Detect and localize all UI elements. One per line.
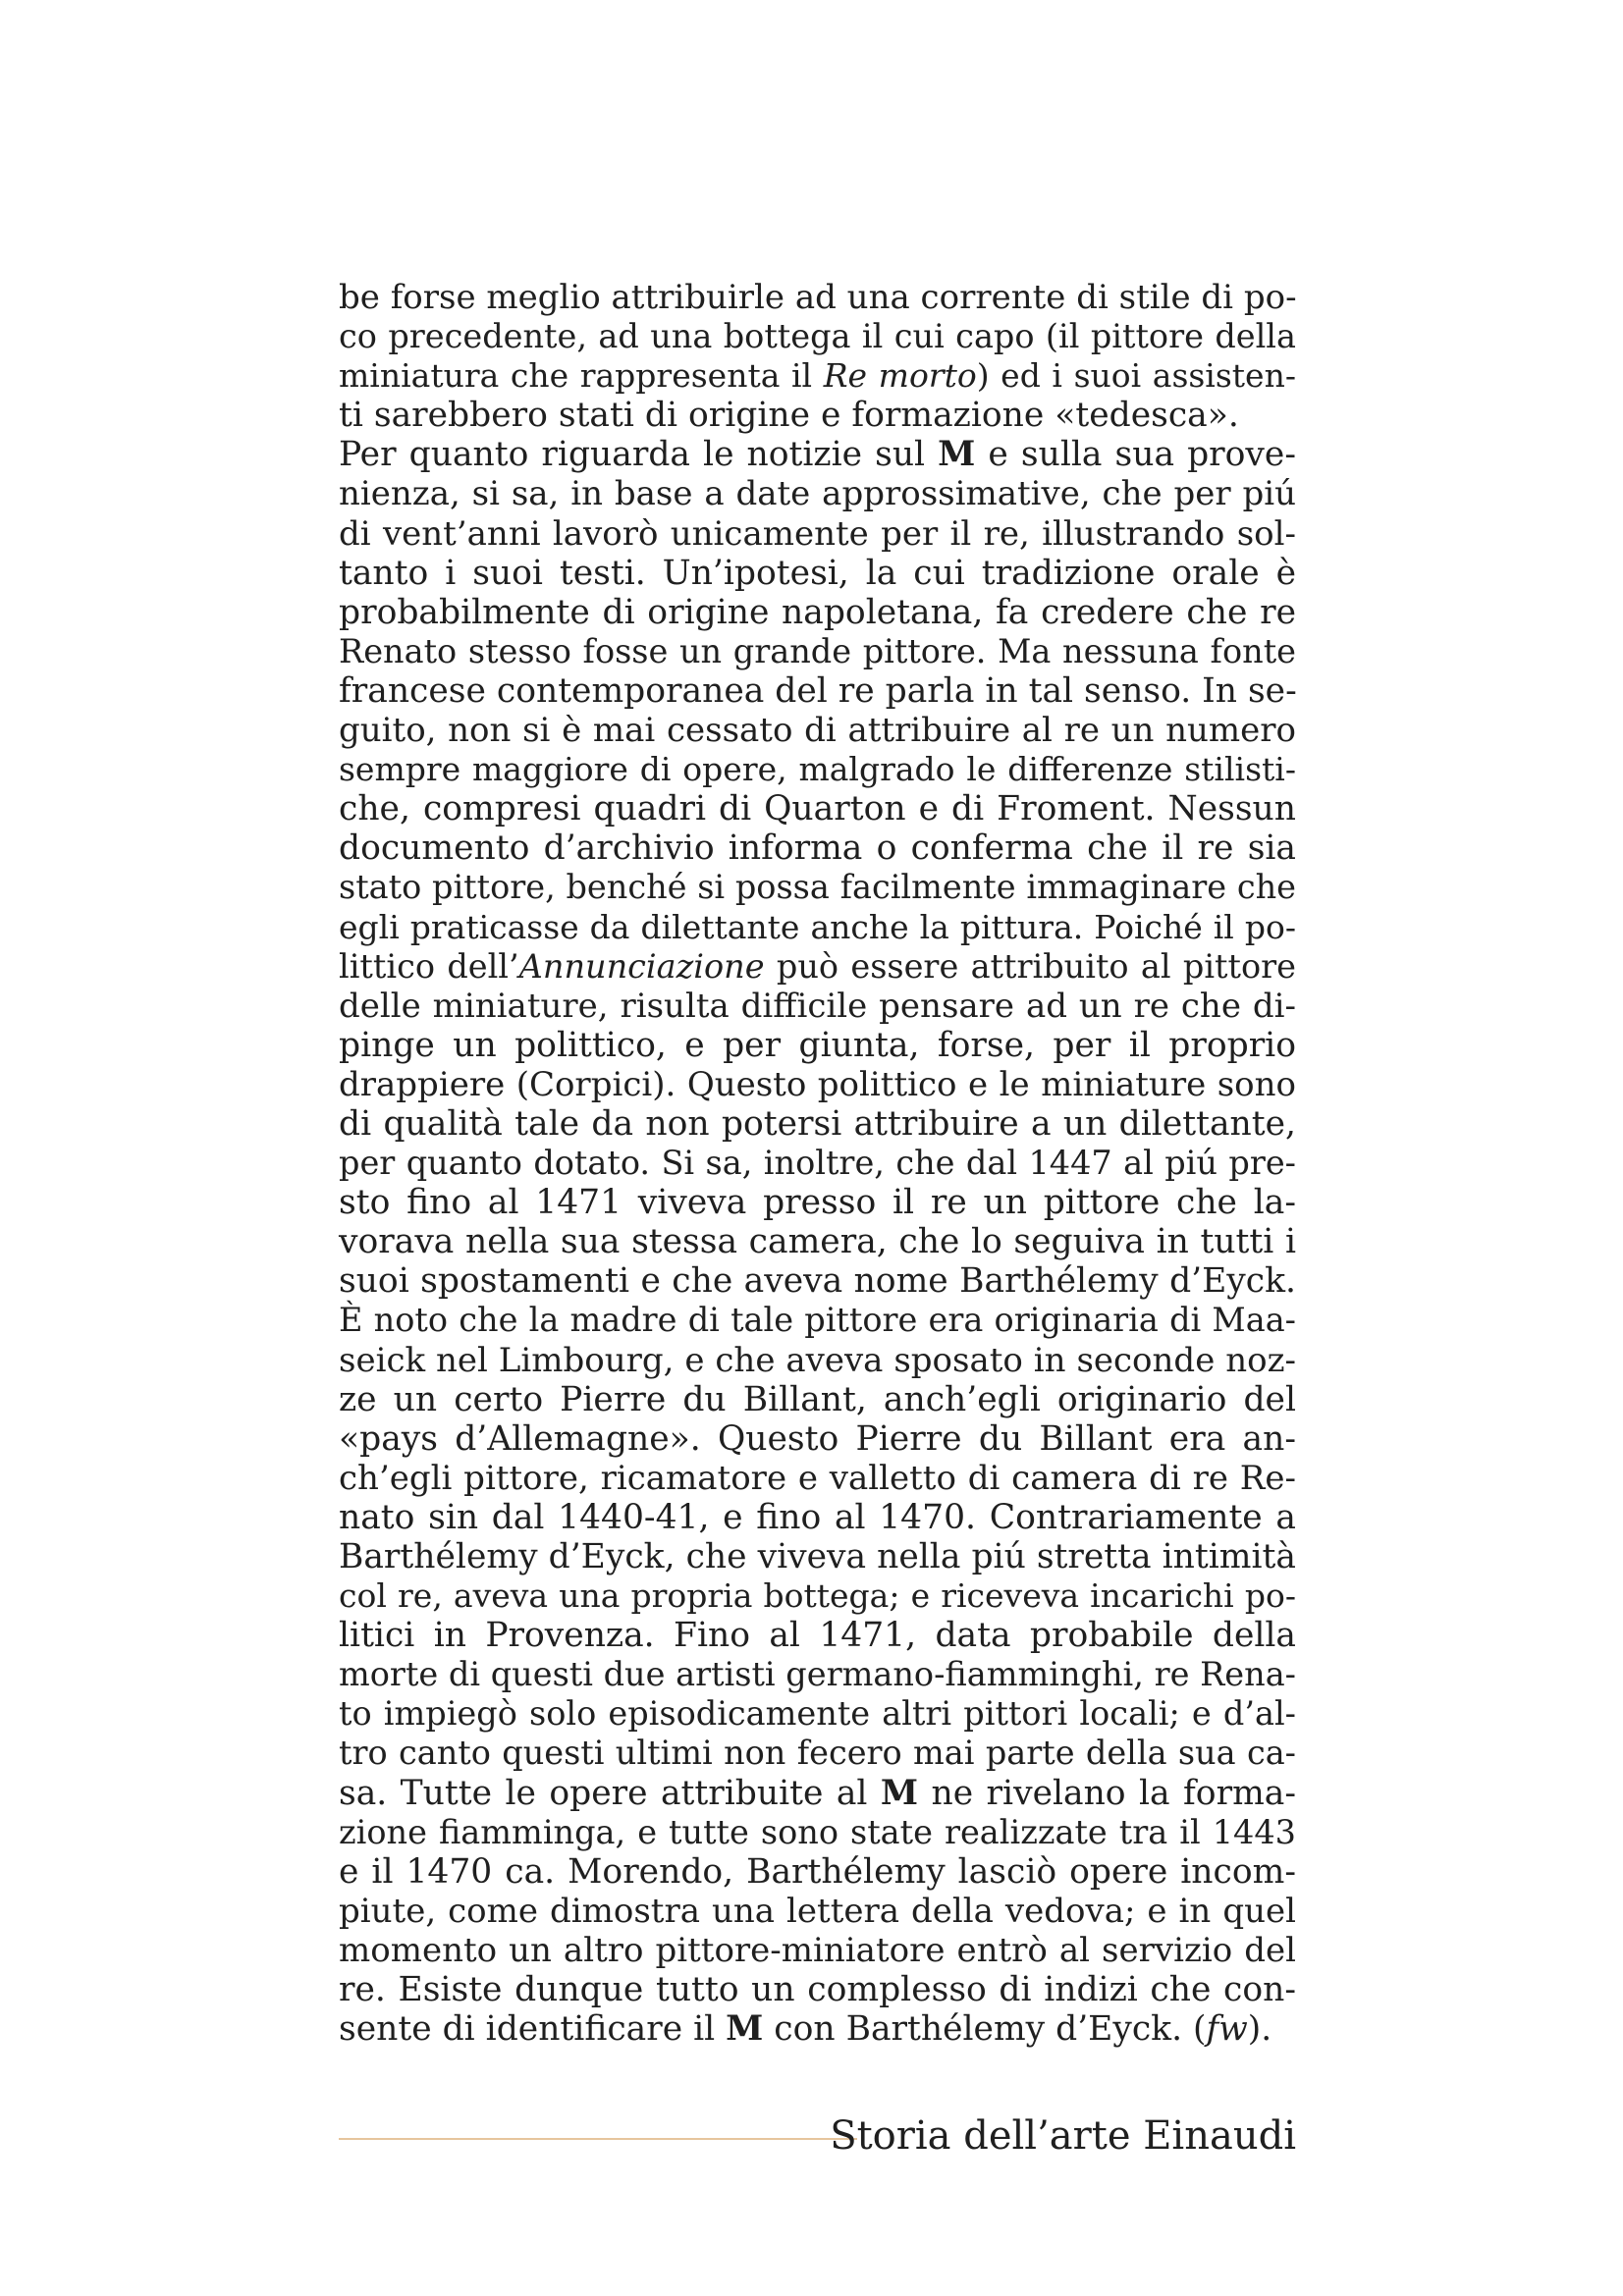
text-line xyxy=(339,554,1296,593)
text-line xyxy=(339,1104,1296,1144)
text-segment: to impiegò solo episodicamente altri pittori locali; e d’al- xyxy=(339,1694,1296,1734)
text-line xyxy=(339,1341,1296,1380)
page-footer xyxy=(339,2109,1296,2167)
text-segment: Annunciazione xyxy=(518,946,765,986)
text-line xyxy=(339,1144,1296,1183)
text-line xyxy=(339,1694,1296,1734)
text-line xyxy=(339,1576,1296,1616)
text-line xyxy=(339,356,1296,396)
text-line xyxy=(339,1498,1296,1537)
text-segment: nienza, si sa, in base a date approssimative, che per piú xyxy=(339,474,1296,514)
text-segment: sente di identificare il xyxy=(339,2009,727,2050)
text-segment: Barthélemy d’Eyck, che viveva nella piú stretta intimità xyxy=(339,1537,1296,1576)
text-line xyxy=(339,1774,1296,1813)
text-segment: con Barthélemy d’Eyck. ( xyxy=(763,2009,1207,2050)
text-line xyxy=(339,1183,1296,1222)
text-line xyxy=(339,1616,1296,1655)
text-segment: tanto i suoi testi. Un’ipotesi, la cui tradizione orale è xyxy=(339,553,1296,593)
text-line xyxy=(339,1813,1296,1852)
text-segment: di vent’anni lavorò unicamente per il re, illustrando sol- xyxy=(339,513,1296,554)
text-line xyxy=(339,1026,1296,1065)
text-line xyxy=(339,435,1296,474)
text-line xyxy=(339,1931,1296,1970)
text-line xyxy=(339,1065,1296,1104)
text-segment: sto fino al 1471 viveva presso il re un pittore che la- xyxy=(339,1183,1296,1223)
text-segment: per quanto dotato. Si sa, inoltre, che dal 1447 al piú pre- xyxy=(339,1144,1296,1183)
text-segment: di qualità tale da non potersi attribuire a un dilettante, xyxy=(339,1103,1296,1144)
text-segment: fw xyxy=(1206,2009,1248,2050)
text-segment: ze un certo Pierre du Billant, anch’egli originario del xyxy=(339,1379,1296,1419)
text-line xyxy=(339,514,1296,554)
text-segment: ch’egli pittore, ricamatore e valletto di camera di re Re- xyxy=(339,1458,1296,1498)
text-segment: guito, non si è mai cessato di attribuire al re un numero xyxy=(339,711,1296,751)
footer-title: Storia dell’arte Einaudi xyxy=(830,2113,1296,2159)
text-line xyxy=(339,789,1296,828)
text-segment: litici in Provenza. Fino al 1471, data probabile della xyxy=(339,1616,1296,1656)
text-line xyxy=(339,474,1296,513)
text-segment: documento d’archivio informa o conferma che il re sia xyxy=(339,828,1296,869)
text-segment: col re, aveva una propria bottega; e riceveva incarichi po- xyxy=(339,1576,1296,1616)
text-line xyxy=(339,1734,1296,1773)
text-line xyxy=(339,908,1296,947)
text-segment: miniatura che rappresenta il xyxy=(339,356,824,396)
text-line xyxy=(339,1655,1296,1694)
text-segment: ti sarebbero stati di origine e formazione «tedesca». xyxy=(339,396,1239,436)
text-line xyxy=(339,1261,1296,1301)
text-segment: co precedente, ad una bottega il cui capo (il pittore della xyxy=(339,317,1296,356)
text-line xyxy=(339,278,1296,317)
text-line xyxy=(339,671,1296,711)
text-segment: re. Esiste dunque tutto un complesso di indizi che con- xyxy=(339,1970,1296,2010)
text-segment: be forse meglio attribuirle ad una corrente di stile di po- xyxy=(339,278,1297,317)
text-segment: e il 1470 ca. Morendo, Barthélemy lasciò opere incom- xyxy=(339,1851,1296,1892)
text-segment: littico dell’ xyxy=(339,946,519,986)
text-line xyxy=(339,1419,1296,1459)
text-line xyxy=(339,1537,1296,1576)
text-segment: francese contemporanea del re parla in tal senso. In se- xyxy=(339,670,1297,711)
text-segment: M xyxy=(938,435,976,475)
text-line xyxy=(339,750,1296,789)
text-line xyxy=(339,396,1296,435)
text-segment: suoi spostamenti e che aveva nome Barthélemy d’Eyck. xyxy=(339,1261,1296,1302)
text-segment: vorava nella sua stessa camera, che lo seguiva in tutti i xyxy=(339,1222,1296,1262)
text-segment: delle miniature, risulta difficile pensare ad un re che di- xyxy=(339,986,1296,1026)
text-line xyxy=(339,1222,1296,1261)
text-line xyxy=(339,1459,1296,1498)
text-segment: egli praticasse da dilettante anche la pittura. Poiché il po- xyxy=(339,907,1296,946)
text-segment: può essere attribuito al pittore xyxy=(764,946,1296,986)
text-segment: Renato stesso fosse un grande pittore. Ma nessuna fonte xyxy=(339,631,1296,670)
text-line xyxy=(339,2009,1296,2049)
text-segment: M xyxy=(880,1773,919,1813)
text-line xyxy=(339,1892,1296,1931)
text-segment: sempre maggiore di opere, malgrado le differenze stilisti- xyxy=(339,750,1296,789)
text-segment: che, compresi quadri di Quarton e di Froment. Nessun xyxy=(339,789,1296,829)
text-segment: probabilmente di origine napoletana, fa credere che re xyxy=(339,592,1296,632)
text-line xyxy=(339,317,1296,356)
text-segment: pinge un polittico, e per giunta, forse, per il proprio xyxy=(339,1025,1296,1065)
text-segment: Re morto xyxy=(823,356,977,396)
text-line xyxy=(339,987,1296,1026)
text-segment: ) ed i suoi assisten- xyxy=(976,356,1296,396)
text-line xyxy=(339,1970,1296,2009)
text-segment: nato sin dal 1440-41, e fino al 1470. Contrariamente a xyxy=(339,1497,1296,1537)
body-text xyxy=(339,278,1296,2049)
text-segment: stato pittore, benché si possa facilmente immaginare che xyxy=(339,868,1296,907)
text-line xyxy=(339,632,1296,671)
text-segment: sa. Tutte le opere attribuite al xyxy=(339,1773,881,1813)
text-segment: momento un altro pittore-miniatore entrò al servizio del xyxy=(339,1930,1296,1970)
text-segment: Per quanto riguarda le notizie sul xyxy=(339,435,939,475)
text-segment: e sulla sua prove- xyxy=(975,435,1296,475)
text-line xyxy=(339,1852,1296,1892)
text-segment: M xyxy=(726,2009,764,2050)
text-line xyxy=(339,593,1296,632)
text-line xyxy=(339,947,1296,987)
text-line xyxy=(339,1380,1296,1419)
text-segment: ). xyxy=(1247,2009,1272,2050)
text-segment: ne rivelano la forma- xyxy=(918,1773,1297,1813)
text-segment: tro canto questi ultimi non fecero mai parte della sua ca- xyxy=(339,1734,1296,1773)
footer-rule xyxy=(339,2138,857,2140)
text-line xyxy=(339,711,1296,750)
text-segment: «pays d’Allemagne». Questo Pierre du Billant era an- xyxy=(339,1418,1296,1459)
text-segment: zione fiamminga, e tutte sono state realizzate tra il 1443 xyxy=(339,1812,1296,1851)
text-segment: seick nel Limbourg, e che aveva sposato in seconde noz- xyxy=(339,1340,1296,1380)
text-line xyxy=(339,1301,1296,1340)
text-segment: morte di questi due artisti germano-fiamminghi, re Rena- xyxy=(339,1655,1296,1694)
text-segment: È noto che la madre di tale pittore era originaria di Maa- xyxy=(339,1301,1296,1340)
text-segment: drappiere (Corpici). Questo polittico e le miniature sono xyxy=(339,1064,1296,1104)
text-line xyxy=(339,868,1296,907)
text-line xyxy=(339,828,1296,868)
text-segment: piute, come dimostra una lettera della vedova; e in quel xyxy=(339,1891,1296,1931)
